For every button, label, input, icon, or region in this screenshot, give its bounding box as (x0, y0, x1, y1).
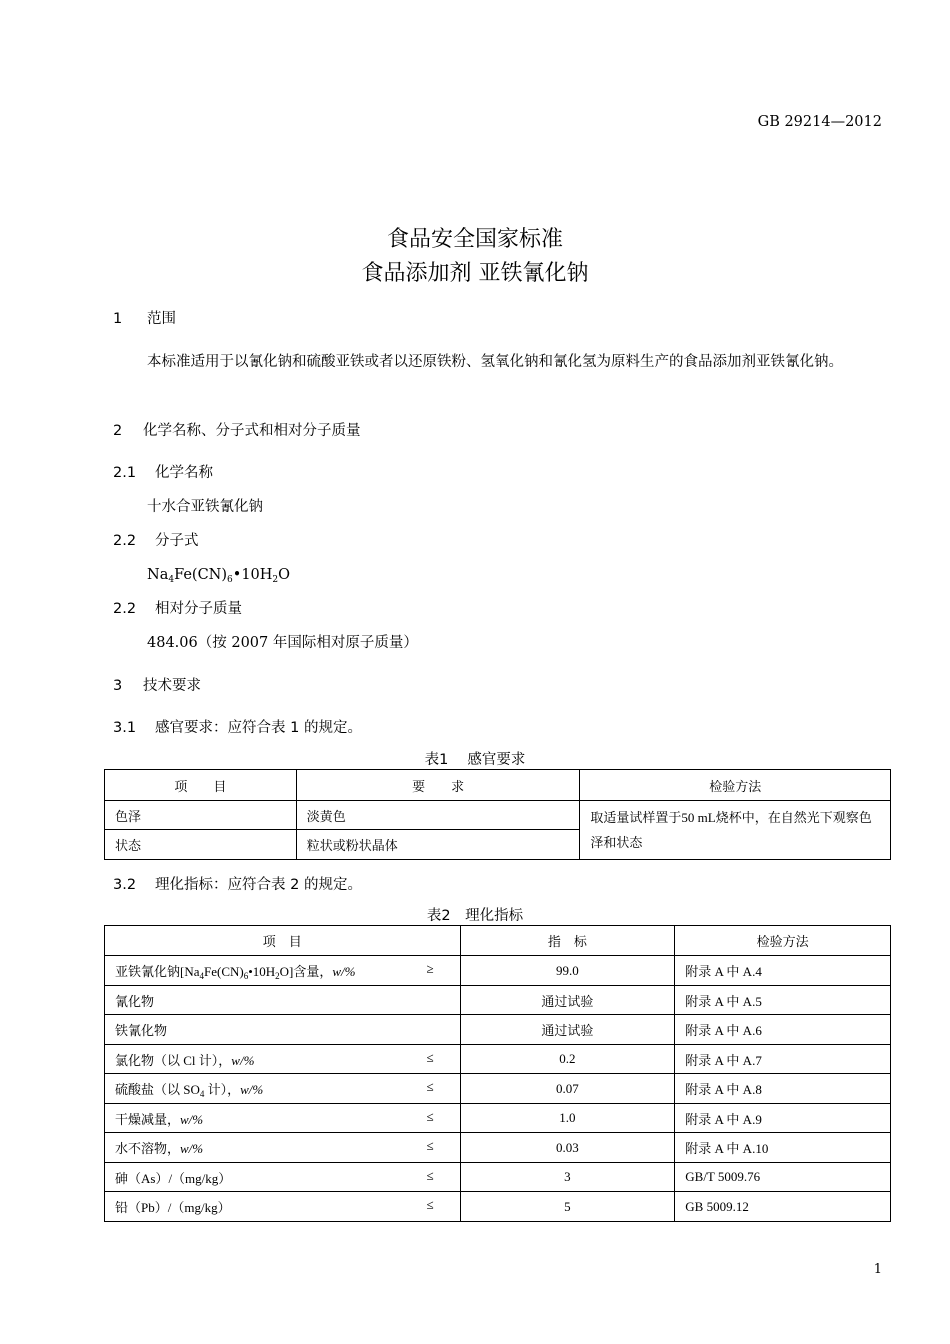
table-cell-method: 附录 A 中 A.7 (675, 1045, 891, 1074)
table-header-method: 检验方法 (675, 926, 891, 956)
table-cell-method: 附录 A 中 A.8 (675, 1074, 891, 1104)
table-cell-method: 取适量试样置于50 mL烧杯中，在自然光下观察色泽和状态 (580, 801, 891, 860)
section-title: 化学名称 (155, 465, 213, 481)
section-title: 分子式 (155, 533, 199, 549)
table-2 (104, 925, 891, 1222)
table-cell-value: 通过试验 (460, 986, 675, 1015)
table-cell-item: 干燥减量，w/% ≤ (105, 1104, 461, 1133)
table-cell-method: GB/T 5009.76 (675, 1163, 891, 1192)
table-cell-item: 砷（As）/（mg/kg） ≤ (105, 1163, 461, 1192)
table-cell-item: 水不溶物，w/% ≤ (105, 1133, 461, 1163)
table-cell-value: 0.03 (460, 1133, 675, 1163)
section-title: 感官要求：应符合表 1 的规定。 (155, 720, 362, 736)
table-cell-item: 氯化物（以 Cl 计），w/% ≤ (105, 1045, 461, 1074)
molecular-formula: $Na_4Fe(CN)_6•10H_2O$ (147, 567, 291, 585)
table-1 (104, 769, 891, 860)
molecular-mass: 484.06（按 2007 年国际相对原子质量） (147, 635, 418, 651)
standard-code: GB 29214—2012 (757, 114, 882, 130)
section-number: 3.1 (113, 720, 137, 736)
table-cell-method: GB 5009.12 (675, 1192, 891, 1222)
table-cell-requirement: 粒状或粉状晶体 (296, 830, 580, 860)
table-1-caption: 表1 感官要求 (424, 752, 526, 768)
table-cell-requirement: 淡黄色 (296, 801, 580, 830)
section-3-2-heading (113, 873, 362, 894)
table-cell-method: 附录 A 中 A.9 (675, 1104, 891, 1133)
table-cell-item: 硫酸盐（以 $SO_4$ 计），w/% ≤ (105, 1074, 461, 1104)
table-row (105, 1104, 891, 1133)
section-title: 理化指标：应符合表 2 的规定。 (155, 877, 362, 893)
section-1-text: 本标准适用于以氰化钠和硫酸亚铁或者以还原铁粉、氢氧化钠和氰化氢为原料生产的食品添加剂亚铁氰化钠。 (147, 354, 843, 370)
table-cell-value: 0.2 (460, 1045, 675, 1074)
section-3-heading (113, 674, 201, 695)
chemical-name: 十水合亚铁氰化钠 (147, 499, 263, 515)
table-cell-value: 3 (460, 1163, 675, 1192)
table-cell-item: 铁氰化物 (105, 1015, 461, 1045)
table-cell-item: 氰化物 (105, 986, 461, 1015)
table-cell-item: 铅（Pb）/（mg/kg） ≤ (105, 1192, 461, 1222)
section-title: 相对分子质量 (155, 601, 242, 617)
table-cell-value: 通过试验 (460, 1015, 675, 1045)
table-row (105, 986, 891, 1015)
section-number: 1 (113, 311, 123, 327)
table-cell-value: 1.0 (460, 1104, 675, 1133)
section-title: 化学名称、分子式和相对分子质量 (143, 423, 361, 439)
page-number: 1 (873, 1262, 882, 1277)
table-cell-item: 色泽 (105, 801, 297, 830)
section-number: 2.2 (113, 601, 137, 617)
table-cell-method: 附录 A 中 A.10 (675, 1133, 891, 1163)
section-1-heading (113, 307, 176, 328)
table-cell-method: 附录 A 中 A.6 (675, 1015, 891, 1045)
table-cell-method: 附录 A 中 A.5 (675, 986, 891, 1015)
table-cell-value: 99.0 (460, 956, 675, 986)
table-2-caption: 表2 理化指标 (426, 908, 524, 924)
table-header-method: 检验方法 (580, 770, 891, 801)
table-cell-method: 附录 A 中 A.4 (675, 956, 891, 986)
table-row (105, 1015, 891, 1045)
section-3-1-heading (113, 716, 362, 737)
section-2-heading (113, 419, 361, 440)
table-row (105, 1133, 891, 1163)
section-2-3-heading (113, 597, 242, 618)
table-row (105, 1163, 891, 1192)
section-number: 2 (113, 423, 123, 439)
section-2-2-heading (113, 529, 199, 550)
table-row (105, 1074, 891, 1104)
table-cell-item: 状态 (105, 830, 297, 860)
table-cell-item: 亚铁氰化钠$[Na_4Fe(CN)_6•10H_2O]$含量，w/% ≥ (105, 956, 461, 986)
table-row (105, 1192, 891, 1222)
table-header-index: 指 标 (460, 926, 675, 956)
doc-title: 食品安全国家标准 (386, 227, 563, 252)
table-header-item: 项 目 (105, 926, 461, 956)
section-number: 2.1 (113, 465, 137, 481)
section-title: 技术要求 (143, 678, 201, 694)
table-cell-value: 5 (460, 1192, 675, 1222)
table-row (105, 956, 891, 986)
section-title: 范围 (147, 311, 176, 327)
table-cell-value: 0.07 (460, 1074, 675, 1104)
section-number: 3 (113, 678, 123, 694)
table-header-requirement: 要 求 (296, 770, 580, 801)
section-2-1-heading (113, 461, 213, 482)
table-row (105, 1045, 891, 1074)
section-number: 3.2 (113, 877, 137, 893)
table-header-item: 项 目 (105, 770, 297, 801)
section-number: 2.2 (113, 533, 137, 549)
doc-subtitle: 食品添加剂 亚铁氰化钠 (361, 261, 589, 286)
